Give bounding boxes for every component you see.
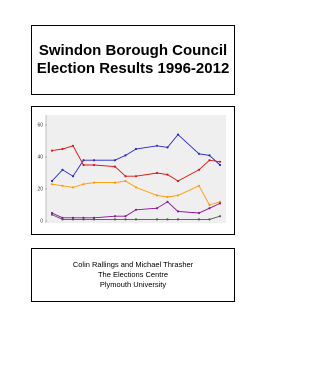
series-2-point-11 bbox=[198, 185, 200, 187]
series-0-point-9 bbox=[166, 146, 168, 148]
series-3-point-11 bbox=[198, 212, 200, 214]
series-2-point-0 bbox=[51, 183, 53, 185]
series-1-point-10 bbox=[177, 180, 179, 182]
credit-authors: Colin Rallings and Michael Thrasher bbox=[72, 260, 194, 269]
series-0-point-8 bbox=[156, 145, 158, 147]
series-4-point-8 bbox=[156, 218, 158, 220]
series-0-point-3 bbox=[82, 159, 84, 161]
series-2-point-5 bbox=[114, 182, 116, 184]
series-2-point-8 bbox=[156, 194, 158, 196]
y-tick-label-2: 40 bbox=[37, 154, 43, 161]
title-line-2: Election Results 1996-2012 bbox=[36, 60, 230, 77]
series-4-point-9 bbox=[166, 218, 168, 220]
series-1-point-1 bbox=[61, 148, 63, 150]
series-3-point-8 bbox=[156, 207, 158, 209]
series-0-point-2 bbox=[72, 175, 74, 177]
series-4-point-7 bbox=[135, 218, 137, 220]
y-tick-label-0: 0 bbox=[40, 218, 43, 225]
series-1-point-5 bbox=[114, 166, 116, 168]
series-4-point-13 bbox=[219, 215, 221, 217]
series-2-point-12 bbox=[208, 204, 210, 206]
series-2-point-3 bbox=[82, 183, 84, 185]
series-3-point-12 bbox=[208, 207, 210, 209]
series-2-point-6 bbox=[124, 180, 126, 182]
series-2-point-4 bbox=[93, 182, 95, 184]
series-4-point-5 bbox=[114, 218, 116, 220]
series-2-point-1 bbox=[61, 185, 63, 187]
series-1-point-12 bbox=[208, 159, 210, 161]
series-1-point-3 bbox=[82, 164, 84, 166]
series-3-point-13 bbox=[219, 202, 221, 204]
series-3-point-6 bbox=[124, 215, 126, 217]
title-box bbox=[31, 25, 235, 95]
series-4-point-1 bbox=[61, 218, 63, 220]
credit-box bbox=[31, 248, 235, 302]
series-4-point-6 bbox=[124, 218, 126, 220]
series-4-point-4 bbox=[93, 218, 95, 220]
series-0-point-12 bbox=[208, 154, 210, 156]
series-0-point-0 bbox=[51, 180, 53, 182]
series-1-point-6 bbox=[124, 175, 126, 177]
series-3-point-5 bbox=[114, 215, 116, 217]
series-1-point-7 bbox=[135, 175, 137, 177]
series-1-point-4 bbox=[93, 164, 95, 166]
series-1-point-8 bbox=[156, 172, 158, 174]
y-tick-label-1: 20 bbox=[37, 186, 43, 193]
series-4-point-12 bbox=[208, 218, 210, 220]
y-tick-label-3: 60 bbox=[37, 122, 43, 129]
series-0-point-10 bbox=[177, 134, 179, 136]
series-1-point-13 bbox=[219, 161, 221, 163]
chart-box bbox=[31, 106, 235, 235]
series-1-point-2 bbox=[72, 145, 74, 147]
series-2-point-7 bbox=[135, 186, 137, 188]
series-4-point-3 bbox=[82, 218, 84, 220]
series-0-point-5 bbox=[114, 159, 116, 161]
series-4-point-2 bbox=[72, 218, 74, 220]
series-2-point-10 bbox=[177, 194, 179, 196]
series-0-point-7 bbox=[135, 148, 137, 150]
series-2-point-2 bbox=[72, 186, 74, 188]
series-1-point-11 bbox=[198, 169, 200, 171]
election-results-chart bbox=[32, 107, 234, 234]
series-3-point-7 bbox=[135, 209, 137, 211]
title-line-1: Swindon Borough Council bbox=[38, 42, 228, 59]
series-3-point-10 bbox=[177, 210, 179, 212]
series-3-point-9 bbox=[166, 201, 168, 203]
series-0-point-13 bbox=[219, 164, 221, 166]
series-1-point-9 bbox=[166, 174, 168, 176]
series-4-point-0 bbox=[51, 214, 53, 216]
credit-organisation: The Elections Centre bbox=[97, 270, 169, 279]
series-0-point-4 bbox=[93, 159, 95, 161]
series-0-point-6 bbox=[124, 154, 126, 156]
series-2-point-9 bbox=[166, 196, 168, 198]
series-4-point-11 bbox=[198, 218, 200, 220]
series-0-point-1 bbox=[61, 169, 63, 171]
series-1-point-0 bbox=[51, 150, 53, 152]
series-4-point-10 bbox=[177, 218, 179, 220]
credit-university: Plymouth University bbox=[99, 280, 167, 289]
series-0-point-11 bbox=[198, 153, 200, 155]
